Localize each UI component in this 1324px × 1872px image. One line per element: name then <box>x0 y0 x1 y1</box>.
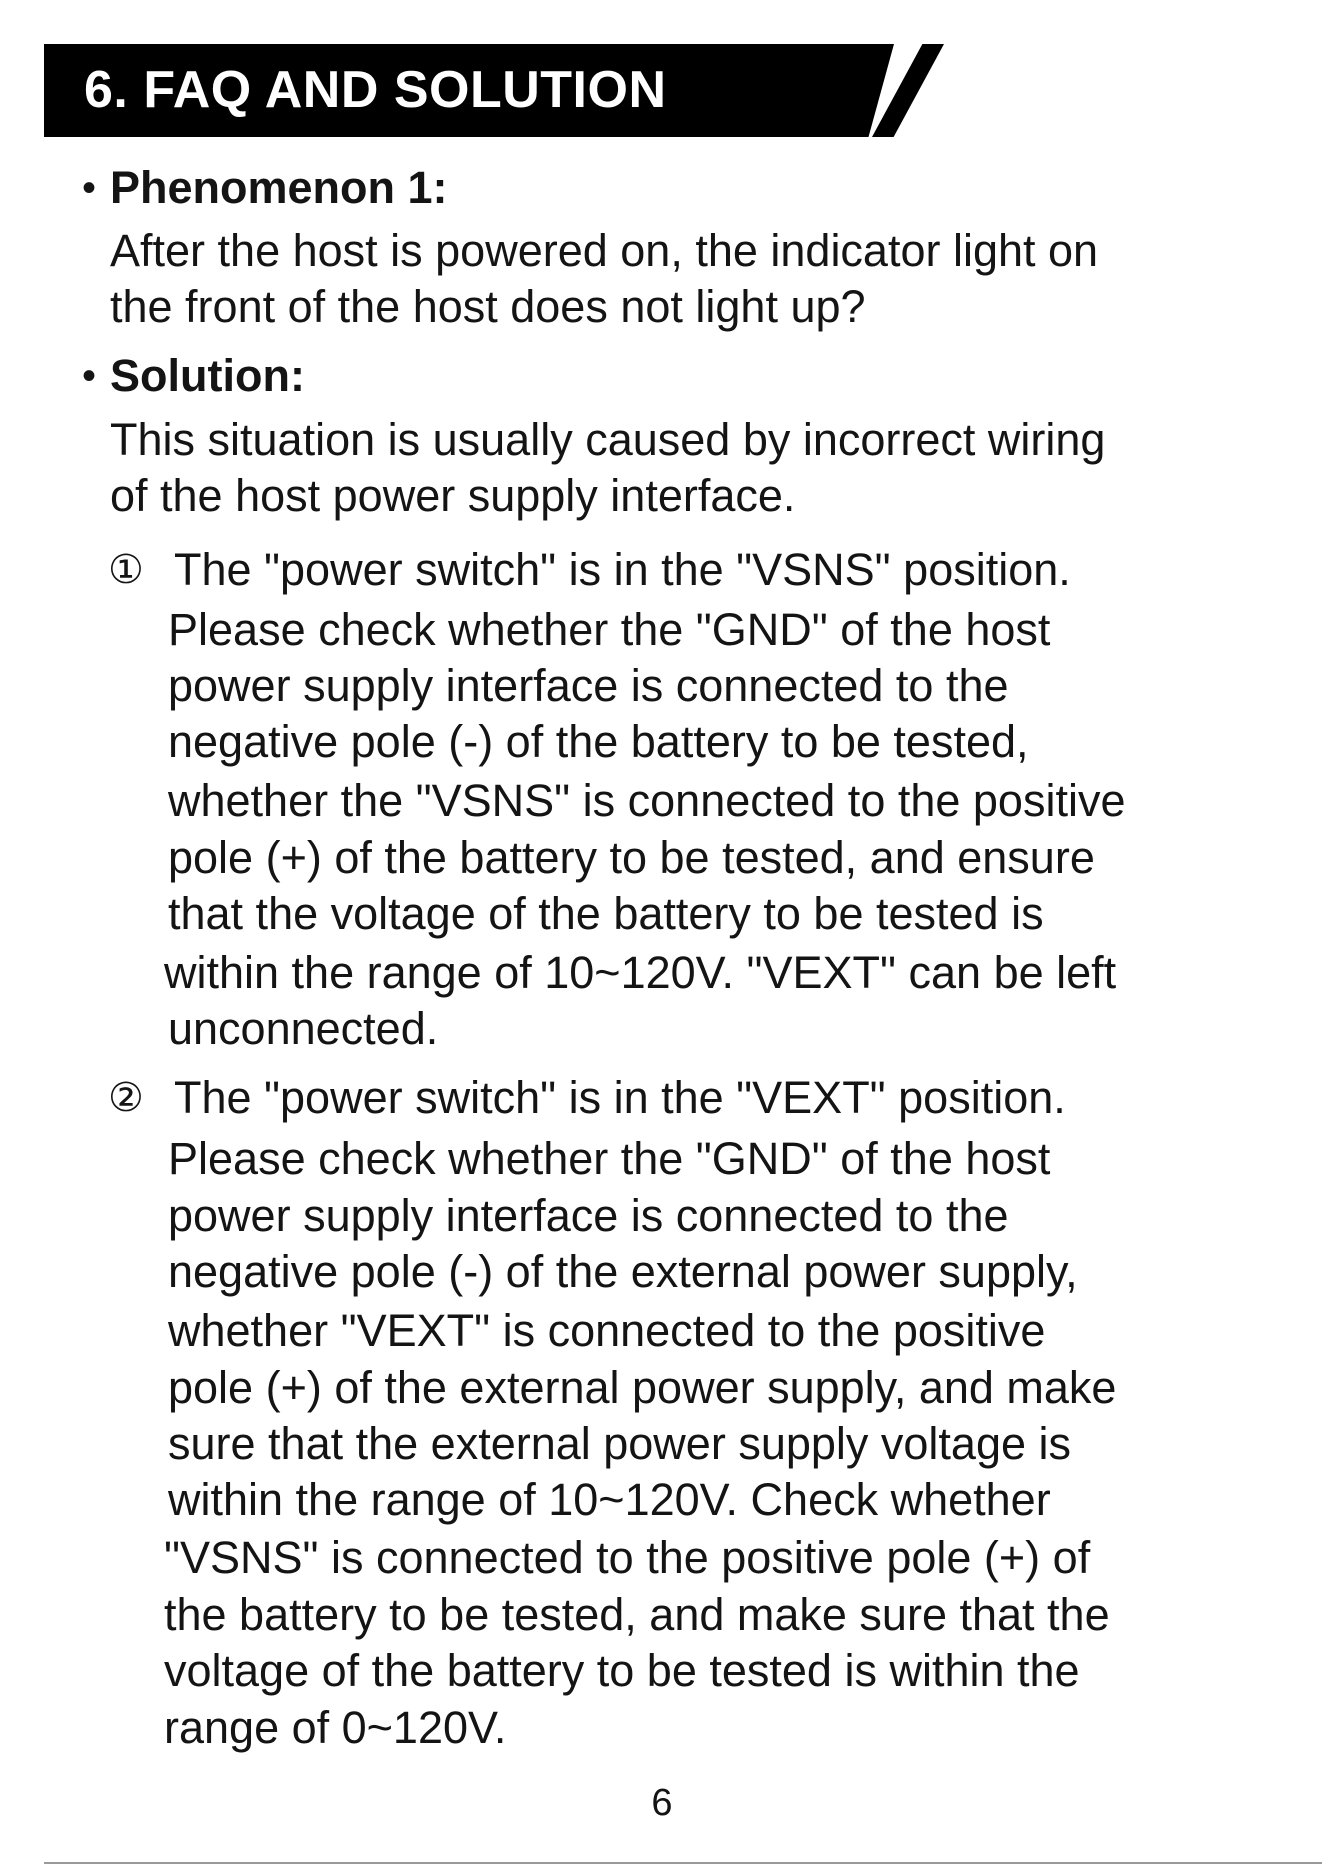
item-1-line: The "power switch" is in the "VSNS" position. <box>174 544 1071 595</box>
bottom-divider <box>44 1862 1322 1864</box>
item-1-line: within the range of 10~120V. "VEXT" can be left <box>164 947 1117 998</box>
page-number: 6 <box>651 1782 673 1824</box>
solution-line: of the host power supply interface. <box>110 470 796 521</box>
phenomenon-heading: Phenomenon 1: <box>110 162 448 213</box>
item-2-line: whether "VEXT" is connected to the positive <box>168 1305 1046 1356</box>
phenomenon-line: the front of the host does not light up? <box>110 281 866 332</box>
item-2-line: sure that the external power supply voltage is <box>168 1418 1072 1469</box>
item-2-line: power supply interface is connected to the <box>168 1190 1009 1241</box>
item-2-line: pole (+) of the external power supply, and make <box>168 1362 1117 1413</box>
item-1-line: power supply interface is connected to the <box>168 660 1009 711</box>
phenomenon-line: After the host is powered on, the indicator light on <box>110 225 1099 276</box>
item-1-line: unconnected. <box>168 1003 439 1054</box>
item-2-line: "VSNS" is connected to the positive pole (+) of <box>164 1532 1091 1583</box>
item-1-line: that the voltage of the battery to be tested is <box>168 888 1044 939</box>
item-2-line: range of 0~120V. <box>164 1702 507 1753</box>
item-2-line: the battery to be tested, and make sure that the <box>164 1589 1110 1640</box>
section-title: 6. FAQ AND SOLUTION <box>84 61 667 119</box>
item-1-line: whether the "VSNS" is connected to the positive <box>168 775 1126 826</box>
solution-bullet: • <box>82 354 97 398</box>
item-1-line: negative pole (-) of the battery to be tested, <box>168 716 1029 767</box>
phenomenon-bullet: • <box>82 166 97 210</box>
item-marker-2: ② <box>108 1075 144 1121</box>
item-2-line: negative pole (-) of the external power supply, <box>168 1246 1078 1297</box>
item-1-line: pole (+) of the battery to be tested, and ensure <box>168 832 1095 883</box>
solution-line: This situation is usually caused by incorrect wiring <box>110 414 1106 465</box>
item-2-line: Please check whether the "GND" of the host <box>168 1133 1051 1184</box>
item-2-line: voltage of the battery to be tested is within the <box>164 1645 1080 1696</box>
item-1-line: Please check whether the "GND" of the host <box>168 604 1051 655</box>
item-marker-1: ① <box>108 547 144 593</box>
item-2-line: The "power switch" is in the "VEXT" position. <box>174 1072 1066 1123</box>
solution-heading: Solution: <box>110 350 305 401</box>
item-2-line: within the range of 10~120V. Check whether <box>168 1474 1051 1525</box>
